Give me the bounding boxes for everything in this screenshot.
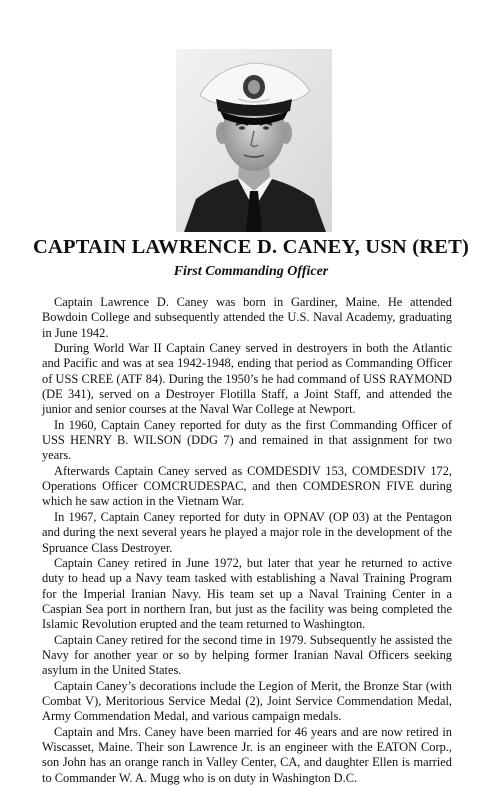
paragraph: Captain Caney retired in June 1972, but later that year he returned to active duty to head up a Navy team tasked with establishing a Naval Training Program for the Imperial Iranian Navy. His team set up a Naval Training Center in a Caspian Sea port in northern Iran, but just as the facility was being completed the Islamic Revolution erupted and the team returned to Washington. — [42, 555, 452, 632]
paragraph: In 1960, Captain Caney reported for duty as the first Commanding Officer of USS HENRY B. WILSON (DDG 7) and remained in that assignment for two years. — [42, 417, 452, 463]
paragraph: During World War II Captain Caney served in destroyers in both the Atlantic and Pacific and was at sea 1942-1948, ending that period as Commanding Officer of USS CREE (ATF 84). During the 1950’s he had command of USS RAYMOND (DE 341), served on a Destroyer Flotilla Staff, a Joint Staff, and attended the junior and senior courses at the Naval War College at Newport. — [42, 341, 452, 417]
biography-text — [42, 295, 452, 786]
paragraph: Captain Lawrence D. Caney was born in Gardiner, Maine. He attended Bowdoin College and subsequently attended the U.S. Naval Academy, graduating in June 1942. — [42, 295, 452, 340]
paragraph: In 1967, Captain Caney reported for duty in OPNAV (OP 03) at the Pentagon and during the next several years he played a major role in the development of the Spruance Class Destroyer. — [42, 509, 452, 555]
page-title: CAPTAIN LAWRENCE D. CANEY, USN (RET) — [32, 236, 470, 258]
portrait-photo — [176, 49, 332, 232]
page-subtitle: First Commanding Officer — [173, 264, 329, 279]
paragraph: Captain Caney retired for the second time in 1979. Subsequently he assisted the Navy for another year or so by helping former Iranian Naval Officers seeking asylum in the United States. — [42, 632, 452, 678]
paragraph: Captain and Mrs. Caney have been married for 46 years and are now retired in Wiscasset, Maine. Their son Lawrence Jr. is an engineer with the EATON Corp., son John has an orange ranch in Valley Center, CA, and daughter Ellen is married to Commander W. A. Mugg who is on duty in Washington D.C. — [42, 724, 452, 785]
paragraph: Afterwards Captain Caney served as COMDESDIV 153, COMDESDIV 172, Operations Officer COMCRUDESPAC, and then COMDESRON FIVE during which he saw action in the Vietnam War. — [42, 463, 452, 509]
paragraph: Captain Caney’s decorations include the Legion of Merit, the Bronze Star (with Combat V), Meritorious Service Medal (2), Joint Service Commendation Medal, Army Commendation Medal, and various campaign medals. — [42, 678, 452, 724]
